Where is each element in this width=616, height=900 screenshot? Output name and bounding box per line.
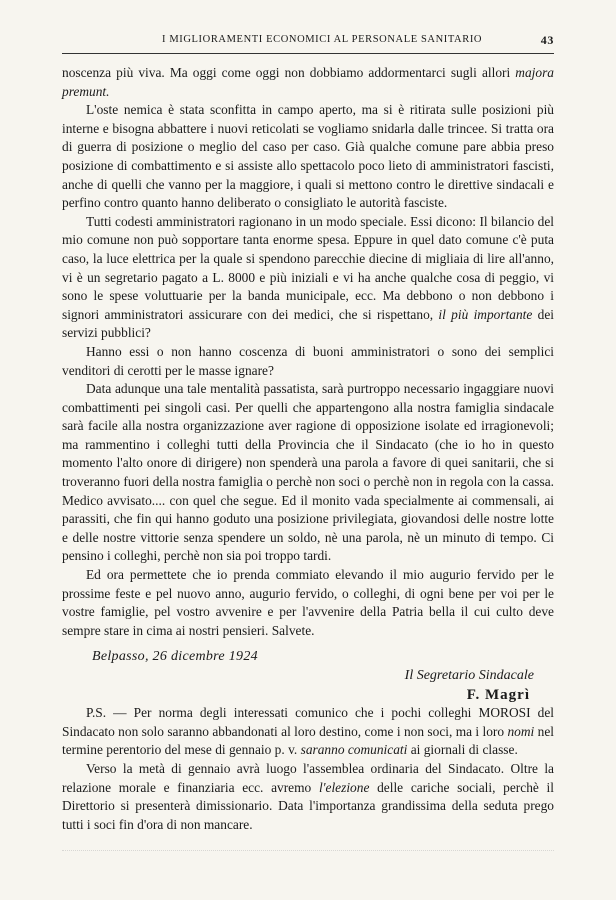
paragraph-3: Tutti codesti amministratori ragionano in un modo speciale. Essi dicono: Il bilancio del mio comune non può sopportare tanta enorme spesa. Eppure in quel dato comune c'è puta caso, la luce elettrica per la quale si spendono parecchie diecine di migliaia di lire all'anno, vi è un segretario pagato a L. 8000 e più iniziali e vi ha anche qualche cosa di peggio, vi sono le spese voluttuarie per la banda municipale, ecc. Ma debbono o non debbono i signori amministratori assicurare con dei medici, che si rispettano, il più importante dei servizi pubblici? (62, 213, 555, 341)
signatory-role: Il Segretario Sindacale (404, 668, 534, 683)
article-body (62, 64, 554, 834)
paragraph-4: Hanno essi o non hanno coscenza di buoni amministratori o sono dei semplici venditori di cerotti per le masse ignare? (62, 343, 554, 378)
scan-artifact (62, 850, 554, 851)
running-header (62, 34, 554, 50)
page-number: 43 (540, 33, 554, 47)
postscript-2: Verso la metà di gennaio avrà luogo l'assemblea ordinaria del Sindacato. Oltre la relazione morale e finanziaria ecc. avremo l'elezione delle cariche sociali, perchè il Direttorio si presenterà dimissionario. Data l'importanza grandissima della seduta prego tutti i soci fin d'ora di non mancare. (62, 760, 554, 832)
paragraph-5: Data adunque una tale mentalità passatista, sarà purtroppo necessario ingaggiare nuovi combattimenti pei singoli casi. Per quelli che appartengono alla nostra famiglia sindacale sarà facile alla nostra organizzazione aver ragione di opposizione isolate ed irragionevoli; ma rammentino i colleghi tutti della Provincia che il Sindacato (che io ho in questo momento l'alto onore di dirigere) non spenderà una parola a favore di quei sanitarii, che si troveranno fuori della nostra famiglia o perchè non soci o perchè non in regola con la cassa. Medico avvisato.... con quel che segue. Ed il monito vada specialmente ai commensali, ai parassiti, che fin qui hanno goduto una posizione privilegiata, giovandosi delle nostre lotte e delle nostre vittorie senza spendere un soldo, nè una parola, nè un minuto di tempo. Ci pensino i colleghi, perchè non sia poi troppo tardi. (62, 381, 554, 564)
paragraph-6: Ed ora permettete che io prenda commiato elevando il mio augurio fervido per le prossime feste e pel nuovo anno, augurio fervido, o colleghi, di ogni bene per voi per le vostre famiglie, pel vostro avvenire e per l'avvenire della Patria bella il cui culto deve sempre stare in cima ai nostri pensieri. Salvete. (62, 567, 554, 638)
place-date: Belpasso, 26 dicembre 1924 (92, 649, 258, 665)
postscript-1: P.S. — Per norma degli interessati comunico che i pochi colleghi MOROSI del Sindacato non solo saranno abbandonati al loro destino, come i non soci, ma i loro nomi nel termine perentorio del mese di gennaio p. v. saranno comunicati ai giornali di classe. (62, 705, 554, 758)
paragraph-1: noscenza più viva. Ma oggi come oggi non dobbiamo addormentarci sugli allori majora premunt. (62, 65, 554, 99)
header-title: I MIGLIORAMENTI ECONOMICI AL PERSONALE SANITARIO (162, 34, 483, 45)
paragraph-2: L'oste nemica è stata sconfitta in campo aperto, ma si è ritirata sulle posizioni più interne e bisogna abbattere i nuovi reticolati se vogliamo snidarla dalle trincee. Si tratta ora di guerra di posizione o meglio del caso per caso. Già qualche comune pare abbia preso posizione di combattimento e si assiste allo spettacolo poco lieto di amministratori fascisti, anche di quelli che vanno per la maggiore, i quali si mettono contro le direttive sindacali e perfino contro quanto hanno deliberato o consigliato le autorità fasciste. (62, 102, 554, 211)
header-rule (62, 53, 554, 54)
signatory-name: F. Magrì (466, 686, 530, 703)
